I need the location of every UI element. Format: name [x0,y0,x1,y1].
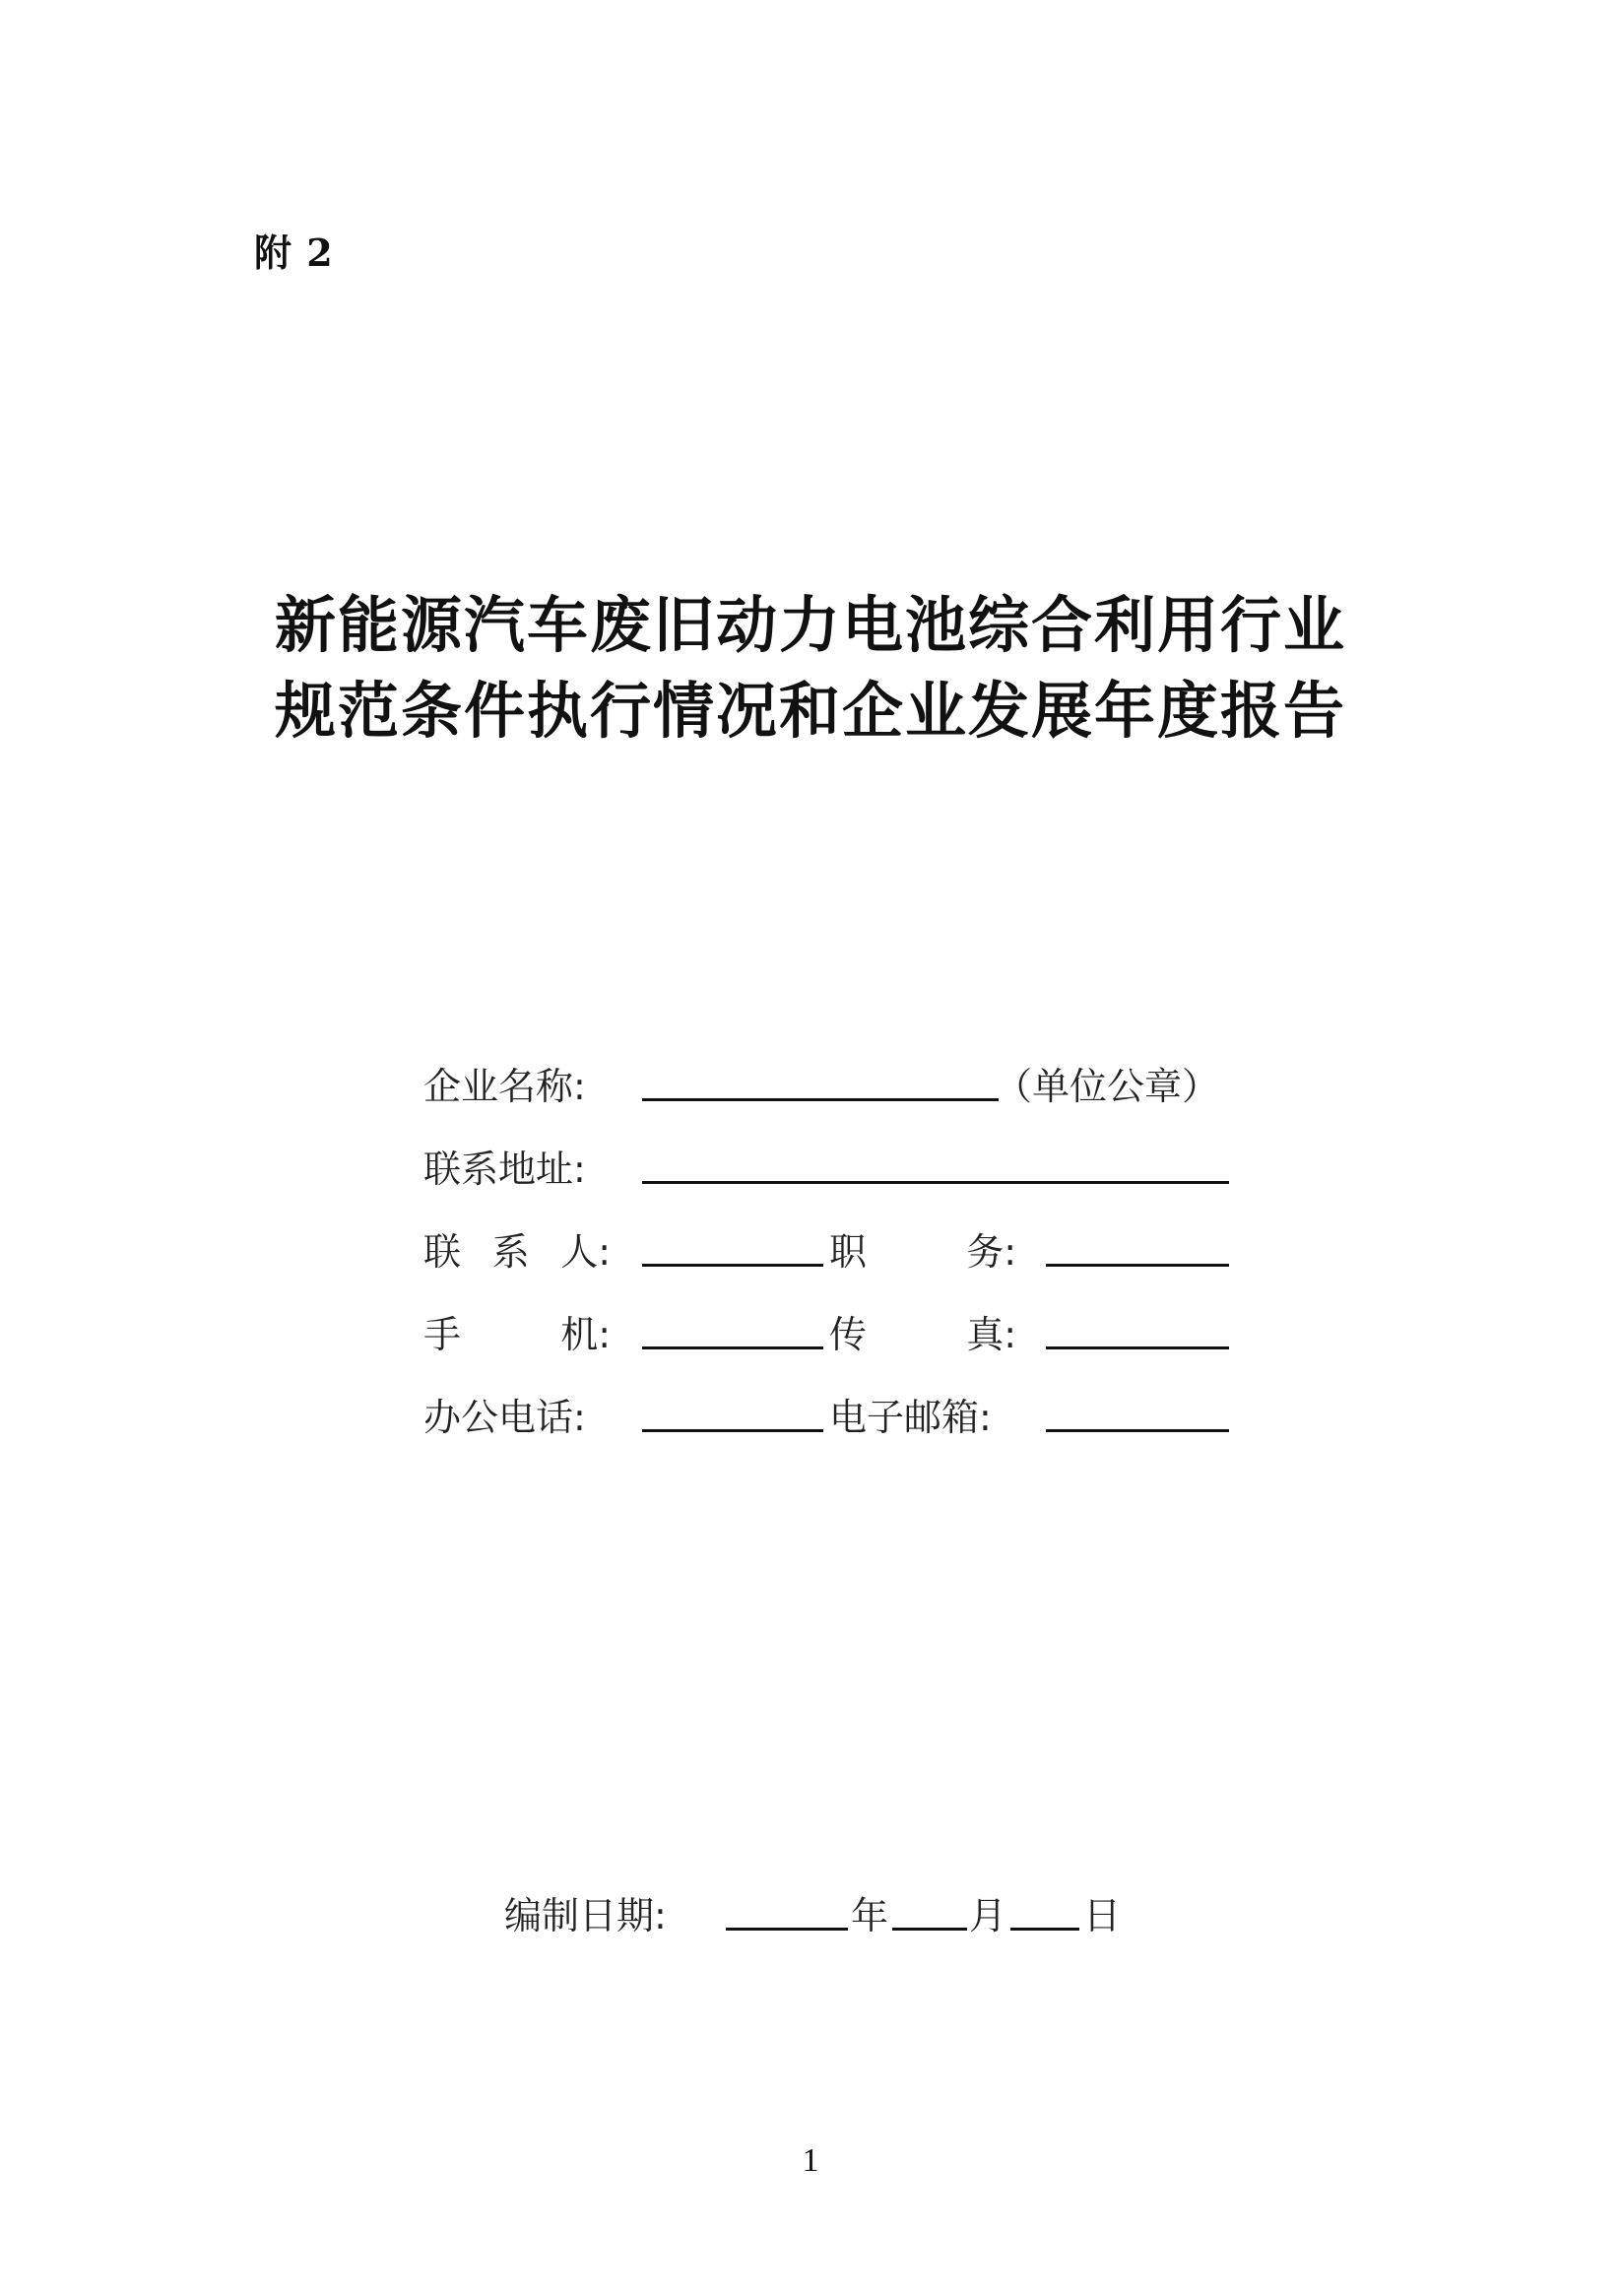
mobile-field[interactable] [642,1346,823,1349]
company-name-field[interactable] [642,1098,999,1101]
fax-field[interactable] [1046,1346,1229,1349]
position-label: 职 务: [829,1230,1016,1274]
position-field[interactable] [1046,1264,1229,1267]
page-number: 1 [802,2142,819,2179]
company-name-label: 企业名称: [423,1065,586,1108]
office-phone-field[interactable] [642,1429,823,1432]
year-field[interactable] [726,1928,848,1931]
address-label: 联系地址: [423,1148,586,1191]
email-field[interactable] [1046,1429,1229,1432]
document-title-line-2: 规范条件执行情况和企业发展年度报告 [274,675,1346,747]
month-field[interactable] [892,1928,967,1931]
annex-label: 附 2 [254,230,334,275]
day-field[interactable] [1010,1928,1079,1931]
mobile-label: 手 机: [423,1313,611,1356]
month-label: 月 [969,1894,1007,1937]
contact-person-field[interactable] [642,1264,823,1267]
year-label: 年 [851,1894,889,1937]
office-phone-label: 办公电话: [423,1396,586,1439]
day-label: 日 [1083,1894,1122,1937]
fax-label: 传 真: [829,1313,1016,1356]
compile-date-label: 编制日期: [504,1894,667,1937]
email-label: 电子邮箱: [829,1396,992,1439]
document-title-line-1: 新能源汽车废旧动力电池综合利用行业 [274,589,1346,661]
contact-person-label: 联 系 人: [423,1230,611,1274]
company-seal-note: （单位公章） [995,1065,1220,1108]
address-field[interactable] [642,1181,1229,1184]
